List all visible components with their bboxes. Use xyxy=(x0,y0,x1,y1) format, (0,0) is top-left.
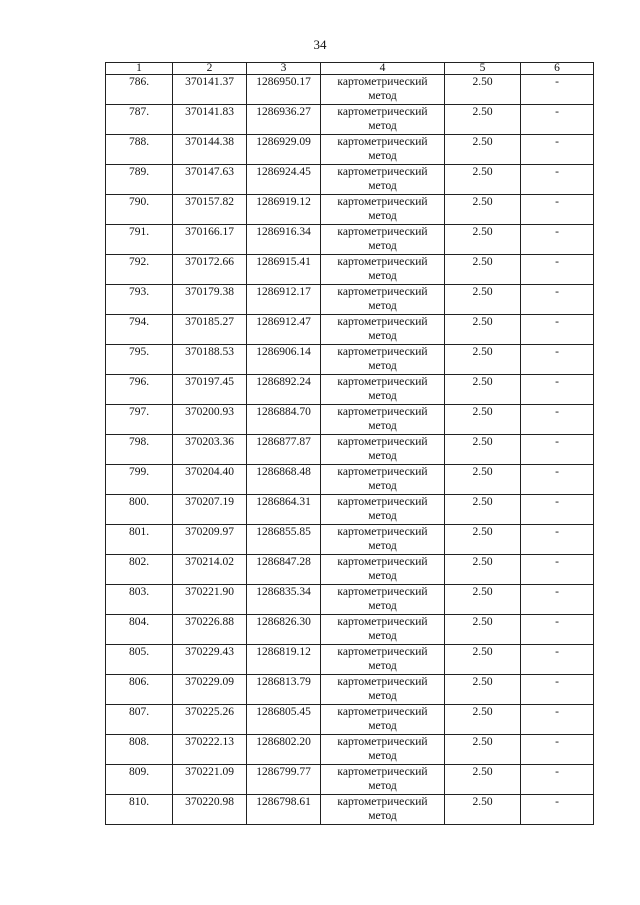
x-coordinate-cell: 370197.45 xyxy=(173,375,247,405)
note-cell: - xyxy=(521,375,594,405)
method-cell: картометрический метод xyxy=(321,795,445,825)
accuracy-cell: 2.50 xyxy=(445,675,521,705)
y-coordinate-cell: 1286924.45 xyxy=(247,165,321,195)
method-cell: картометрический метод xyxy=(321,525,445,555)
note-cell: - xyxy=(521,165,594,195)
table-row xyxy=(106,285,594,315)
y-coordinate-cell: 1286802.20 xyxy=(247,735,321,765)
table-row xyxy=(106,795,594,825)
method-cell: картометрический метод xyxy=(321,675,445,705)
point-number-cell: 795. xyxy=(106,345,173,375)
table-row xyxy=(106,615,594,645)
y-coordinate-cell: 1286819.12 xyxy=(247,645,321,675)
method-cell: картометрический метод xyxy=(321,285,445,315)
y-coordinate-cell: 1286798.61 xyxy=(247,795,321,825)
note-cell: - xyxy=(521,75,594,105)
note-cell: - xyxy=(521,615,594,645)
point-number-cell: 793. xyxy=(106,285,173,315)
point-number-cell: 790. xyxy=(106,195,173,225)
table-row xyxy=(106,585,594,615)
method-cell: картометрический метод xyxy=(321,705,445,735)
table-row xyxy=(106,345,594,375)
method-cell: картометрический метод xyxy=(321,765,445,795)
y-coordinate-cell: 1286950.17 xyxy=(247,75,321,105)
y-coordinate-cell: 1286877.87 xyxy=(247,435,321,465)
y-coordinate-cell: 1286813.79 xyxy=(247,675,321,705)
point-number-cell: 809. xyxy=(106,765,173,795)
table-row xyxy=(106,525,594,555)
point-number-cell: 798. xyxy=(106,435,173,465)
x-coordinate-cell: 370207.19 xyxy=(173,495,247,525)
method-cell: картометрический метод xyxy=(321,165,445,195)
method-cell: картометрический метод xyxy=(321,495,445,525)
method-cell: картометрический метод xyxy=(321,615,445,645)
point-number-cell: 794. xyxy=(106,315,173,345)
method-cell: картометрический метод xyxy=(321,465,445,495)
method-cell: картометрический метод xyxy=(321,645,445,675)
accuracy-cell: 2.50 xyxy=(445,495,521,525)
method-cell: картометрический метод xyxy=(321,75,445,105)
note-cell: - xyxy=(521,255,594,285)
x-coordinate-cell: 370188.53 xyxy=(173,345,247,375)
note-cell: - xyxy=(521,225,594,255)
x-coordinate-cell: 370141.83 xyxy=(173,105,247,135)
x-coordinate-cell: 370221.09 xyxy=(173,765,247,795)
table-body xyxy=(106,75,594,825)
point-number-cell: 787. xyxy=(106,105,173,135)
y-coordinate-cell: 1286868.48 xyxy=(247,465,321,495)
method-cell: картометрический метод xyxy=(321,135,445,165)
method-cell: картометрический метод xyxy=(321,435,445,465)
point-number-cell: 803. xyxy=(106,585,173,615)
y-coordinate-cell: 1286912.17 xyxy=(247,285,321,315)
y-coordinate-cell: 1286919.12 xyxy=(247,195,321,225)
table-row xyxy=(106,225,594,255)
method-cell: картометрический метод xyxy=(321,735,445,765)
y-coordinate-cell: 1286805.45 xyxy=(247,705,321,735)
x-coordinate-cell: 370172.66 xyxy=(173,255,247,285)
method-cell: картометрический метод xyxy=(321,105,445,135)
point-number-cell: 788. xyxy=(106,135,173,165)
x-coordinate-cell: 370204.40 xyxy=(173,465,247,495)
note-cell: - xyxy=(521,345,594,375)
y-coordinate-cell: 1286835.34 xyxy=(247,585,321,615)
x-coordinate-cell: 370209.97 xyxy=(173,525,247,555)
x-coordinate-cell: 370203.36 xyxy=(173,435,247,465)
table-row xyxy=(106,495,594,525)
table-row xyxy=(106,375,594,405)
point-number-cell: 810. xyxy=(106,795,173,825)
accuracy-cell: 2.50 xyxy=(445,645,521,675)
accuracy-cell: 2.50 xyxy=(445,525,521,555)
y-coordinate-cell: 1286884.70 xyxy=(247,405,321,435)
x-coordinate-cell: 370214.02 xyxy=(173,555,247,585)
table-row xyxy=(106,435,594,465)
note-cell: - xyxy=(521,555,594,585)
accuracy-cell: 2.50 xyxy=(445,465,521,495)
note-cell: - xyxy=(521,195,594,225)
page-number: 34 xyxy=(313,37,327,52)
point-number-cell: 806. xyxy=(106,675,173,705)
note-cell: - xyxy=(521,525,594,555)
x-coordinate-cell: 370200.93 xyxy=(173,405,247,435)
y-coordinate-cell: 1286855.85 xyxy=(247,525,321,555)
note-cell: - xyxy=(521,465,594,495)
method-cell: картометрический метод xyxy=(321,225,445,255)
y-coordinate-cell: 1286936.27 xyxy=(247,105,321,135)
accuracy-cell: 2.50 xyxy=(445,375,521,405)
table-row xyxy=(106,75,594,105)
x-coordinate-cell: 370147.63 xyxy=(173,165,247,195)
accuracy-cell: 2.50 xyxy=(445,225,521,255)
method-cell: картометрический метод xyxy=(321,585,445,615)
y-coordinate-cell: 1286864.31 xyxy=(247,495,321,525)
column-header-4: 4 xyxy=(321,63,445,75)
y-coordinate-cell: 1286912.47 xyxy=(247,315,321,345)
note-cell: - xyxy=(521,105,594,135)
note-cell: - xyxy=(521,735,594,765)
table-row xyxy=(106,255,594,285)
x-coordinate-cell: 370226.88 xyxy=(173,615,247,645)
point-number-cell: 808. xyxy=(106,735,173,765)
x-coordinate-cell: 370157.82 xyxy=(173,195,247,225)
column-header-2: 2 xyxy=(173,63,247,75)
accuracy-cell: 2.50 xyxy=(445,555,521,585)
x-coordinate-cell: 370229.09 xyxy=(173,675,247,705)
method-cell: картометрический метод xyxy=(321,555,445,585)
note-cell: - xyxy=(521,675,594,705)
note-cell: - xyxy=(521,315,594,345)
accuracy-cell: 2.50 xyxy=(445,795,521,825)
table-row xyxy=(106,705,594,735)
y-coordinate-cell: 1286915.41 xyxy=(247,255,321,285)
point-number-cell: 801. xyxy=(106,525,173,555)
x-coordinate-cell: 370179.38 xyxy=(173,285,247,315)
y-coordinate-cell: 1286826.30 xyxy=(247,615,321,645)
point-number-cell: 805. xyxy=(106,645,173,675)
table-row xyxy=(106,765,594,795)
x-coordinate-cell: 370221.90 xyxy=(173,585,247,615)
y-coordinate-cell: 1286892.24 xyxy=(247,375,321,405)
accuracy-cell: 2.50 xyxy=(445,765,521,795)
accuracy-cell: 2.50 xyxy=(445,345,521,375)
method-cell: картометрический метод xyxy=(321,315,445,345)
method-cell: картометрический метод xyxy=(321,375,445,405)
note-cell: - xyxy=(521,135,594,165)
note-cell: - xyxy=(521,795,594,825)
note-cell: - xyxy=(521,285,594,315)
table-row xyxy=(106,135,594,165)
point-number-cell: 786. xyxy=(106,75,173,105)
note-cell: - xyxy=(521,585,594,615)
column-header-5: 5 xyxy=(445,63,521,75)
table-row xyxy=(106,645,594,675)
header-row xyxy=(106,63,594,75)
point-number-cell: 804. xyxy=(106,615,173,645)
accuracy-cell: 2.50 xyxy=(445,735,521,765)
note-cell: - xyxy=(521,765,594,795)
accuracy-cell: 2.50 xyxy=(445,285,521,315)
point-number-cell: 797. xyxy=(106,405,173,435)
point-number-cell: 796. xyxy=(106,375,173,405)
accuracy-cell: 2.50 xyxy=(445,195,521,225)
table-row xyxy=(106,555,594,585)
accuracy-cell: 2.50 xyxy=(445,435,521,465)
accuracy-cell: 2.50 xyxy=(445,315,521,345)
table-row xyxy=(106,675,594,705)
column-header-6: 6 xyxy=(521,63,594,75)
accuracy-cell: 2.50 xyxy=(445,255,521,285)
accuracy-cell: 2.50 xyxy=(445,105,521,135)
y-coordinate-cell: 1286799.77 xyxy=(247,765,321,795)
note-cell: - xyxy=(521,645,594,675)
point-number-cell: 799. xyxy=(106,465,173,495)
table-row xyxy=(106,105,594,135)
accuracy-cell: 2.50 xyxy=(445,615,521,645)
point-number-cell: 800. xyxy=(106,495,173,525)
x-coordinate-cell: 370225.26 xyxy=(173,705,247,735)
x-coordinate-cell: 370220.98 xyxy=(173,795,247,825)
point-number-cell: 802. xyxy=(106,555,173,585)
x-coordinate-cell: 370222.13 xyxy=(173,735,247,765)
table-header xyxy=(106,63,594,75)
column-header-1: 1 xyxy=(106,63,173,75)
y-coordinate-cell: 1286847.28 xyxy=(247,555,321,585)
table-row xyxy=(106,735,594,765)
x-coordinate-cell: 370144.38 xyxy=(173,135,247,165)
point-number-cell: 791. xyxy=(106,225,173,255)
accuracy-cell: 2.50 xyxy=(445,75,521,105)
method-cell: картометрический метод xyxy=(321,345,445,375)
table-row xyxy=(106,165,594,195)
method-cell: картометрический метод xyxy=(321,255,445,285)
table-row xyxy=(106,465,594,495)
x-coordinate-cell: 370185.27 xyxy=(173,315,247,345)
note-cell: - xyxy=(521,705,594,735)
method-cell: картометрический метод xyxy=(321,195,445,225)
column-header-3: 3 xyxy=(247,63,321,75)
x-coordinate-cell: 370229.43 xyxy=(173,645,247,675)
accuracy-cell: 2.50 xyxy=(445,135,521,165)
note-cell: - xyxy=(521,495,594,525)
y-coordinate-cell: 1286916.34 xyxy=(247,225,321,255)
accuracy-cell: 2.50 xyxy=(445,165,521,195)
table-row xyxy=(106,405,594,435)
coordinates-table xyxy=(105,62,594,825)
y-coordinate-cell: 1286906.14 xyxy=(247,345,321,375)
x-coordinate-cell: 370166.17 xyxy=(173,225,247,255)
accuracy-cell: 2.50 xyxy=(445,705,521,735)
table-row xyxy=(106,195,594,225)
note-cell: - xyxy=(521,435,594,465)
note-cell: - xyxy=(521,405,594,435)
accuracy-cell: 2.50 xyxy=(445,405,521,435)
y-coordinate-cell: 1286929.09 xyxy=(247,135,321,165)
point-number-cell: 792. xyxy=(106,255,173,285)
accuracy-cell: 2.50 xyxy=(445,585,521,615)
table-row xyxy=(106,315,594,345)
x-coordinate-cell: 370141.37 xyxy=(173,75,247,105)
point-number-cell: 807. xyxy=(106,705,173,735)
point-number-cell: 789. xyxy=(106,165,173,195)
method-cell: картометрический метод xyxy=(321,405,445,435)
